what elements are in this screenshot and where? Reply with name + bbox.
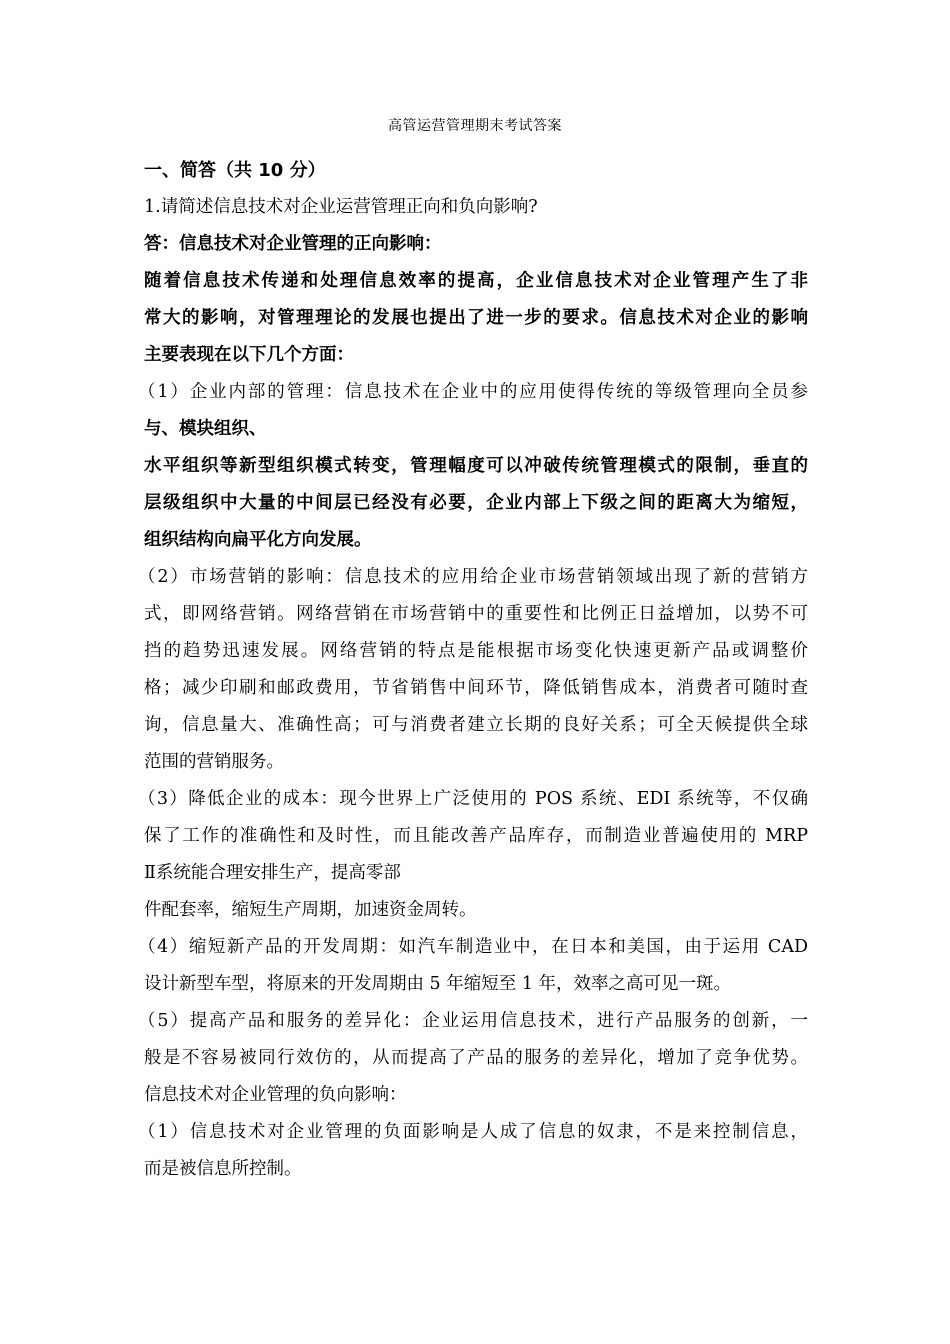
section-heading: 一、简答（共 10 分） <box>144 160 326 181</box>
paragraph-line: 与、模块组织、 <box>144 419 267 439</box>
answer-intro-line: 答：信息技术对企业管理的正向影响： <box>144 234 442 254</box>
document-title: 高管运营管理期末考试答案 <box>388 118 562 134</box>
paragraph-line: （5）提高产品和服务的差异化：企业运用信息技术，进行产品服务的创新，一 <box>138 1011 808 1031</box>
paragraph-line: 般是不容易被同行效仿的，从而提高了产品的服务的差异化，增加了竞争优势。 <box>144 1048 808 1068</box>
paragraph-line: 随着信息技术传递和处理信息效率的提高，企业信息技术对企业管理产生了非 <box>144 271 808 291</box>
paragraph-line: 格；减少印刷和邮政费用，节省销售中间环节，降低销售成本，消费者可随时查 <box>144 678 808 698</box>
paragraph-line: 组织结构向扁平化方向发展。 <box>144 530 372 550</box>
paragraph-line: 主要表现在以下几个方面： <box>144 345 354 365</box>
paragraph-line: Ⅱ系统能合理安排生产，提高零部 <box>144 863 401 883</box>
paragraph-line: 询，信息量大、准确性高；可与消费者建立长期的良好关系；可全天候提供全球 <box>144 715 808 735</box>
paragraph-line: （1）企业内部的管理：信息技术在企业中的应用使得传统的等级管理向全员参 <box>138 382 808 402</box>
paragraph-line: 层级组织中大量的中间层已经没有必要，企业内部上下级之间的距离大为缩短， <box>144 493 808 513</box>
paragraph-line: （3）降低企业的成本：现今世界上广泛使用的 POS 系统、EDI 系统等，不仅确 <box>138 789 808 809</box>
paragraph-line: 信息技术对企业管理的负向影响： <box>144 1085 407 1105</box>
paragraph-line: 常大的影响，对管理理论的发展也提出了进一步的要求。信息技术对企业的影响 <box>144 308 808 328</box>
paragraph-line: 件配套率，缩短生产周期，加速资金周转。 <box>144 900 477 920</box>
paragraph-line: 保了工作的准确性和及时性，而且能改善产品库存，而制造业普遍使用的 MRP <box>144 826 808 846</box>
paragraph-line: 式，即网络营销。网络营销在市场营销中的重要性和比例正日益增加，以势不可 <box>144 604 808 624</box>
question-line: 1.请简述信息技术对企业运营管理正向和负向影响? <box>144 197 538 217</box>
paragraph-line: 水平组织等新型组织模式转变，管理幅度可以冲破传统管理模式的限制，垂直的 <box>144 456 808 476</box>
paragraph-line: 范围的营销服务。 <box>144 752 284 772</box>
paragraph-line: 挡的趋势迅速发展。网络营销的特点是能根据市场变化快速更新产品或调整价 <box>144 641 808 661</box>
paragraph-line: 而是被信息所控制。 <box>144 1159 302 1179</box>
paragraph-line: （1）信息技术对企业管理的负面影响是人成了信息的奴隶，不是来控制信息， <box>138 1122 808 1142</box>
paragraph-line: 设计新型车型，将原来的开发周期由 5 年缩短至 1 年，效率之高可见一斑。 <box>144 974 732 994</box>
document-body <box>138 152 808 1188</box>
paragraph-line: （4）缩短新产品的开发周期：如汽车制造业中，在日本和美国，由于运用 CAD <box>138 937 808 957</box>
paragraph-line: （2）市场营销的影响：信息技术的应用给企业市场营销领域出现了新的营销方 <box>138 567 808 587</box>
